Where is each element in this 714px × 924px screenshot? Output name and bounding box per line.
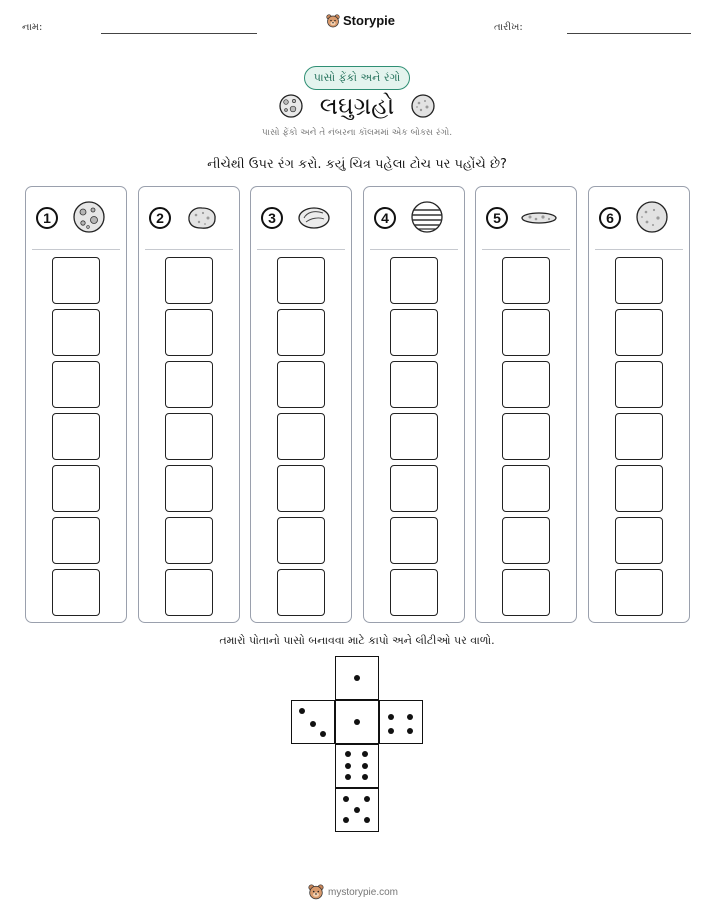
name-label: નામ: [22, 22, 43, 33]
die-pip [310, 721, 316, 727]
color-box[interactable] [502, 257, 550, 304]
column-header [476, 187, 576, 249]
column-header [364, 187, 464, 249]
dice-column-3 [250, 186, 352, 623]
color-box[interactable] [52, 517, 100, 564]
die-pip [362, 751, 368, 757]
color-box[interactable] [52, 361, 100, 408]
dice-column-2 [138, 186, 240, 623]
color-box[interactable] [165, 569, 213, 616]
color-box[interactable] [615, 309, 663, 356]
die-pip [364, 796, 370, 802]
die-pip [354, 675, 360, 681]
brand-name: Storypie [343, 13, 396, 28]
color-box[interactable] [615, 465, 663, 512]
color-box[interactable] [615, 361, 663, 408]
die-pip [343, 796, 349, 802]
color-box[interactable] [277, 257, 325, 304]
date-line[interactable] [567, 33, 691, 34]
color-box[interactable] [277, 309, 325, 356]
die-face-5[interactable] [335, 788, 379, 832]
column-divider [145, 249, 233, 250]
die-pip [320, 731, 326, 737]
die-pip [407, 714, 413, 720]
die-pip [364, 817, 370, 823]
color-box[interactable] [502, 569, 550, 616]
color-box[interactable] [165, 517, 213, 564]
column-number: 4 [374, 207, 396, 229]
column-header [589, 187, 689, 249]
color-box[interactable] [390, 257, 438, 304]
column-header [26, 187, 126, 249]
column-number: 5 [486, 207, 508, 229]
color-box[interactable] [165, 413, 213, 460]
color-box[interactable] [165, 257, 213, 304]
color-box[interactable] [277, 569, 325, 616]
color-box[interactable] [502, 517, 550, 564]
color-box[interactable] [277, 361, 325, 408]
die-face-4[interactable] [379, 700, 423, 744]
column-header [139, 187, 239, 249]
page-title: લઘુગ્રહો [319, 92, 395, 120]
color-box[interactable] [615, 413, 663, 460]
column-divider [595, 249, 683, 250]
column-header [251, 187, 351, 249]
die-pip [345, 751, 351, 757]
color-box[interactable] [52, 257, 100, 304]
color-box[interactable] [390, 517, 438, 564]
column-divider [257, 249, 345, 250]
footer-url[interactable]: mystorypie.com [328, 886, 399, 898]
die-pip [343, 817, 349, 823]
rocky-asteroid-icon [183, 200, 221, 238]
die-pip [354, 719, 360, 725]
column-number: 3 [261, 207, 283, 229]
footer-bear-icon [308, 884, 324, 900]
dice-column-5 [475, 186, 577, 623]
name-line[interactable] [101, 33, 257, 34]
color-box[interactable] [615, 569, 663, 616]
cut-instruction: તમારો પોતાનો પાસો બનાવવા માટે કાપો અને લીટીઓ પર વાળો. [219, 634, 495, 647]
die-face-3[interactable] [291, 700, 335, 744]
die-pip [407, 728, 413, 734]
dice-column-6 [588, 186, 690, 623]
dice-column-4 [363, 186, 465, 623]
dice-column-1 [25, 186, 127, 623]
color-box[interactable] [502, 309, 550, 356]
color-box[interactable] [502, 413, 550, 460]
color-box[interactable] [165, 465, 213, 512]
color-box[interactable] [52, 413, 100, 460]
oval-asteroid-icon [295, 200, 333, 238]
color-box[interactable] [390, 361, 438, 408]
color-box[interactable] [165, 309, 213, 356]
color-box[interactable] [165, 361, 213, 408]
color-box[interactable] [390, 465, 438, 512]
bear-logo-icon [326, 14, 340, 28]
column-divider [32, 249, 120, 250]
footer [308, 884, 398, 900]
color-box[interactable] [52, 465, 100, 512]
color-box[interactable] [390, 309, 438, 356]
color-box[interactable] [277, 517, 325, 564]
die-pip [388, 728, 394, 734]
color-box[interactable] [277, 413, 325, 460]
color-box[interactable] [277, 465, 325, 512]
title-asteroid-right-icon [410, 93, 436, 119]
cratered-asteroid-icon [70, 200, 108, 238]
column-number: 6 [599, 207, 621, 229]
game-badge: પાસો ફેંકો અને રંગો [304, 66, 410, 90]
color-box[interactable] [615, 257, 663, 304]
color-box[interactable] [390, 569, 438, 616]
flat-asteroid-icon [520, 200, 558, 238]
question-text: નીચેથી ઉપર રંગ કરો. કયું ચિત્ર પહેલા ટોચ પર પહોંચે છે? [207, 157, 507, 172]
color-box[interactable] [390, 413, 438, 460]
die-face-6[interactable] [335, 744, 379, 788]
color-box[interactable] [502, 361, 550, 408]
color-box[interactable] [615, 517, 663, 564]
die-pip [345, 774, 351, 780]
die-pip [354, 807, 360, 813]
color-box[interactable] [52, 309, 100, 356]
die-face-1[interactable] [335, 656, 379, 700]
column-number: 1 [36, 207, 58, 229]
die-pip [362, 763, 368, 769]
column-divider [370, 249, 458, 250]
brand-logo [326, 13, 395, 28]
die-pip [345, 763, 351, 769]
die-face-1[interactable] [335, 700, 379, 744]
die-pip [362, 774, 368, 780]
column-number: 2 [149, 207, 171, 229]
striped-planet-icon [408, 200, 446, 238]
round-asteroid-icon [633, 200, 671, 238]
date-label: તારીખ: [494, 22, 523, 33]
die-pip [299, 708, 305, 714]
column-divider [482, 249, 570, 250]
color-box[interactable] [52, 569, 100, 616]
color-box[interactable] [502, 465, 550, 512]
page-subtitle: પાસો ફેંકો અને તે નંબરના કૉલમમાં એક બોક્સ રંગો. [261, 128, 453, 138]
die-pip [388, 714, 394, 720]
